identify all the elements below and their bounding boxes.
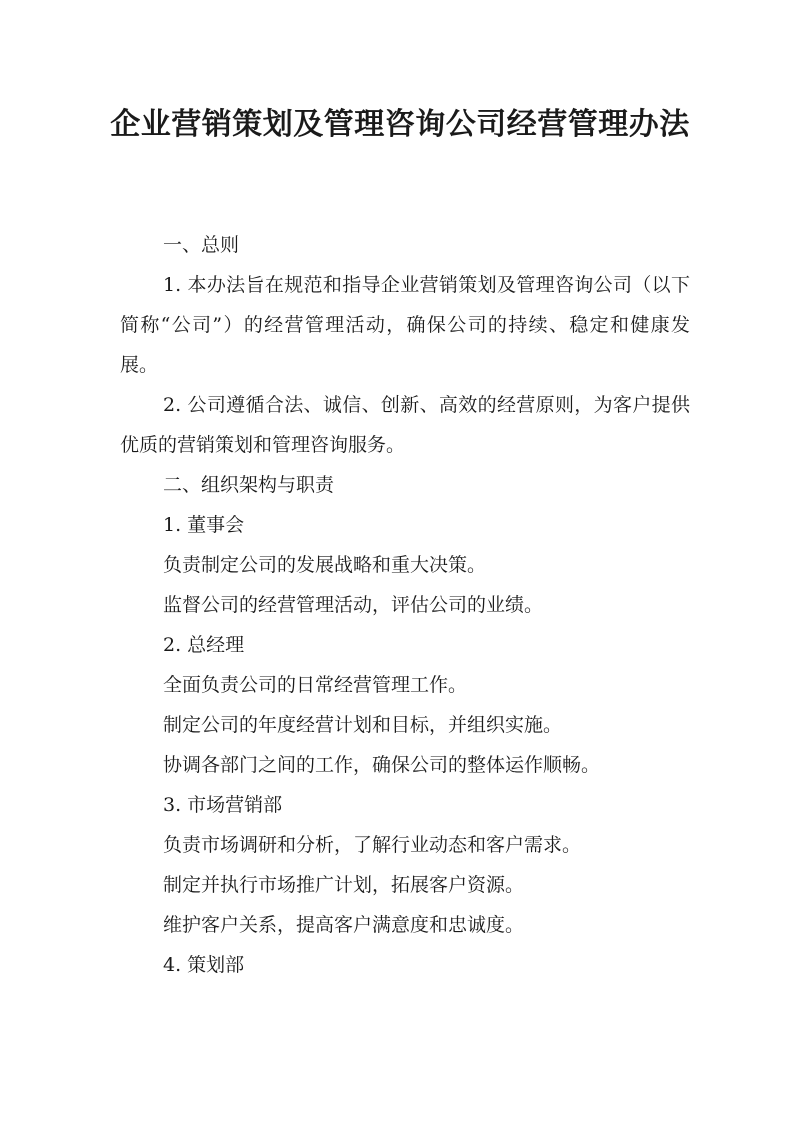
paragraph: 协调各部门之间的工作，确保公司的整体运作顺畅。	[163, 754, 601, 776]
paragraph: 2. 公司遵循合法、诚信、创新、高效的经营原则，为客户提供优质的营销策划和管理咨询服务。	[120, 394, 690, 456]
paragraph: 负责制定公司的发展战略和重大决策。	[163, 554, 487, 576]
paragraph: 维护客户关系，提高客户满意度和忠诚度。	[163, 914, 525, 936]
paragraph: 负责市场调研和分析，了解行业动态和客户需求。	[163, 834, 582, 856]
subheading-general-manager: 2. 总经理	[163, 634, 245, 656]
paragraph: 全面负责公司的日常经营管理工作。	[163, 674, 468, 696]
subheading-planning: 4. 策划部	[163, 954, 245, 976]
subheading-board: 1. 董事会	[163, 514, 245, 536]
paragraph: 监督公司的经营管理活动，评估公司的业绩。	[163, 594, 544, 616]
paragraph: 制定并执行市场推广计划，拓展客户资源。	[163, 874, 525, 896]
document-body	[120, 225, 690, 985]
subheading-marketing: 3. 市场营销部	[163, 794, 283, 816]
section-heading-organization: 二、组织架构与职责	[163, 474, 335, 496]
paragraph: 1. 本办法旨在规范和指导企业营销策划及管理咨询公司（以下简称“公司”）的经营管理活动，确保公司的持续、稳定和健康发展。	[120, 274, 690, 376]
paragraph: 制定公司的年度经营计划和目标，并组织实施。	[163, 714, 563, 736]
document-title: 企业营销策划及管理咨询公司经营管理办法	[110, 107, 690, 142]
section-heading-general: 一、总则	[163, 234, 240, 256]
